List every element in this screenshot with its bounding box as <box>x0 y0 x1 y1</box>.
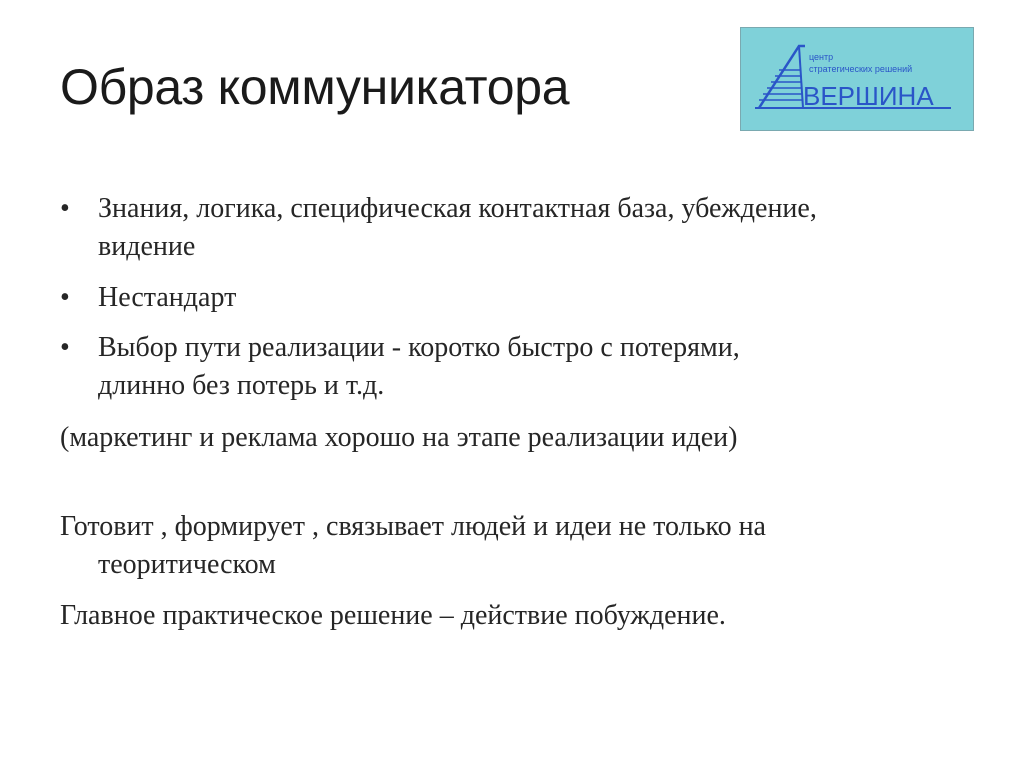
slide-title: Образ коммуникатора <box>60 59 570 115</box>
bullet-text-continued: видение <box>98 231 196 262</box>
logo-name: ВЕРШИНА <box>803 81 934 111</box>
bullet-text: Знания, логика, специфическая контактная база, убеждение, <box>98 193 817 224</box>
paragraph-text: (маркетинг и реклама хорошо на этапе реализации идеи) <box>60 422 738 453</box>
bullet-marker: • <box>60 332 70 363</box>
paragraph-3 <box>60 597 990 635</box>
bullet-text-continued: длинно без потерь и т.д. <box>98 370 385 401</box>
company-logo <box>740 27 974 131</box>
paragraph-2 <box>60 508 990 584</box>
logo-text-small-2: стратегических решений <box>809 64 913 74</box>
paragraph-text: Главное практическое решение – действие побуждение. <box>60 600 726 631</box>
logo-text-small-1: центр <box>809 52 834 62</box>
bullet-text: Нестандарт <box>98 282 237 313</box>
bullet-text: Выбор пути реализации - коротко быстро с потерями, <box>98 332 740 363</box>
paragraph-1 <box>60 419 990 457</box>
bullet-marker: • <box>60 193 70 224</box>
bullet-marker: • <box>60 282 70 313</box>
logo-graphic <box>741 28 974 131</box>
paragraph-text-continued: теоритическом <box>98 549 276 580</box>
paragraph-text: Готовит , формирует , связывает людей и идеи не только на <box>60 511 766 542</box>
